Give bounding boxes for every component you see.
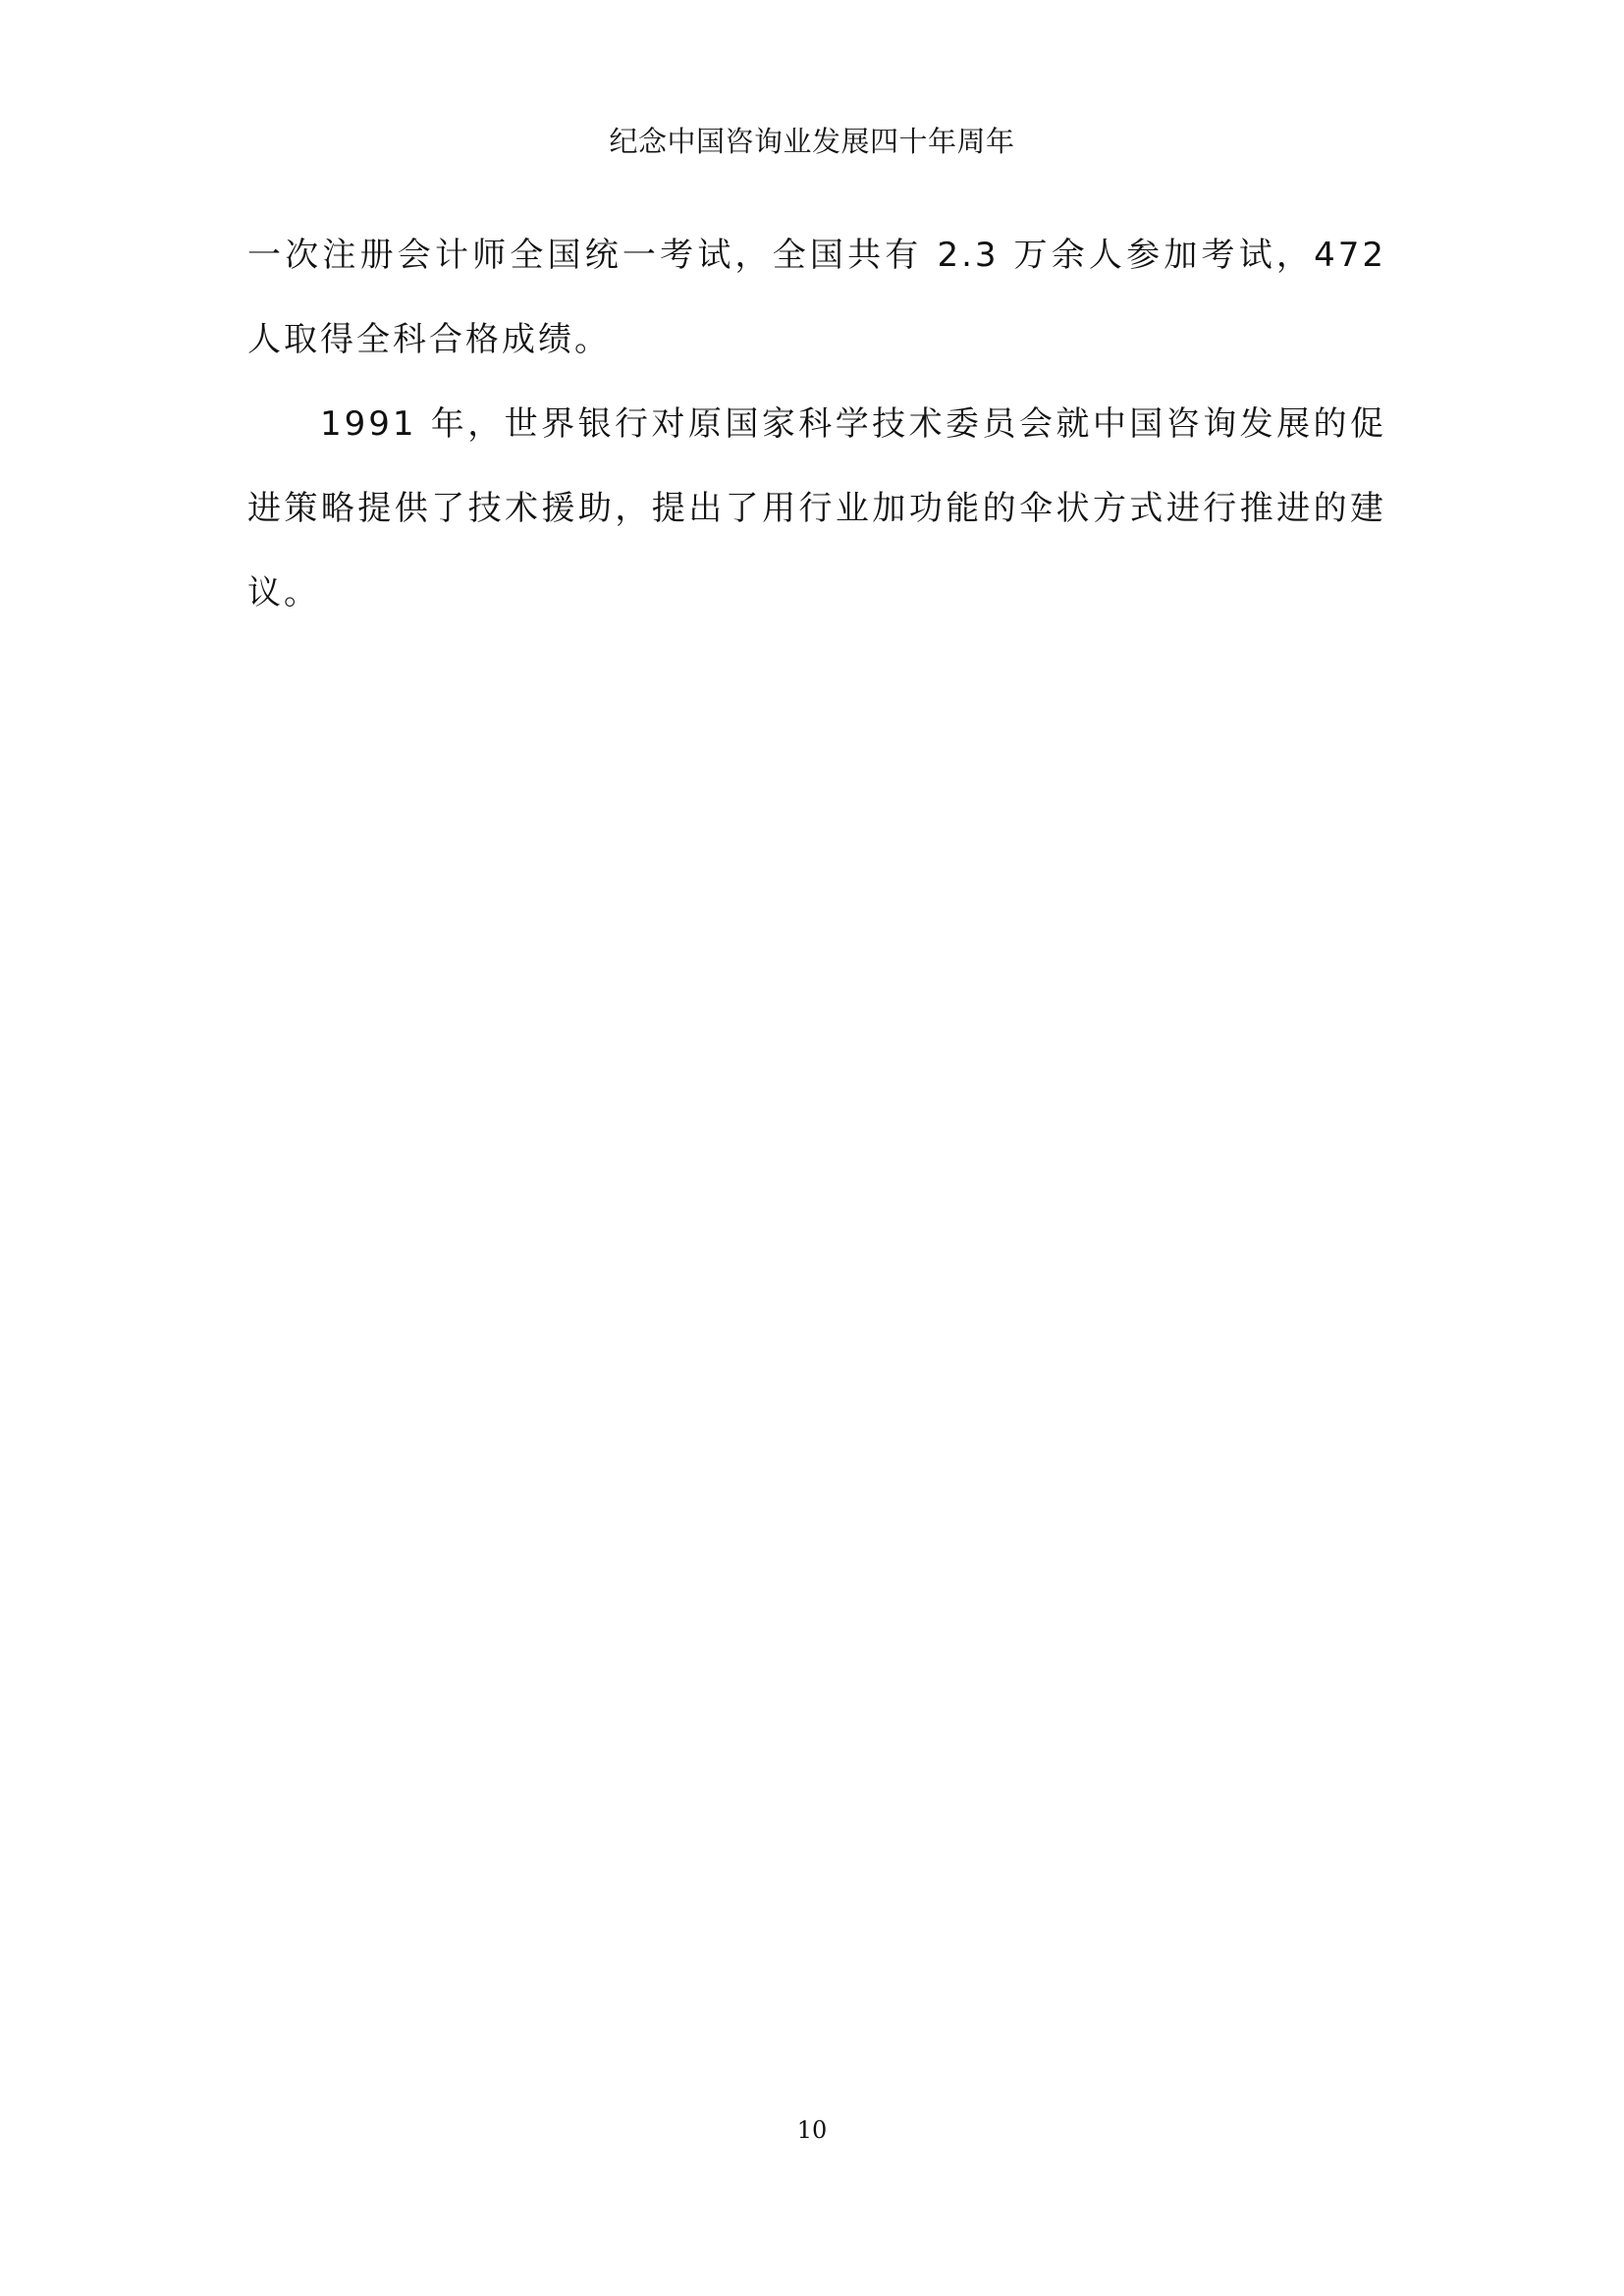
- page-number: 10: [796, 2116, 828, 2144]
- paragraph-continuation: 一次注册会计师全国统一考试，全国共有 2.3 万余人参加考试，472 人取得全科合格成绩。: [247, 236, 1386, 359]
- paragraph-world-bank: 1991 年，世界银行对原国家科学技术委员会就中国咨询发展的促进策略提供了技术援助，提出了用行业加功能的伞状方式进行推进的建议。: [247, 404, 1386, 613]
- running-header: 纪念中国咨询业发展四十年周年: [609, 125, 1015, 158]
- body-text: [247, 213, 1386, 635]
